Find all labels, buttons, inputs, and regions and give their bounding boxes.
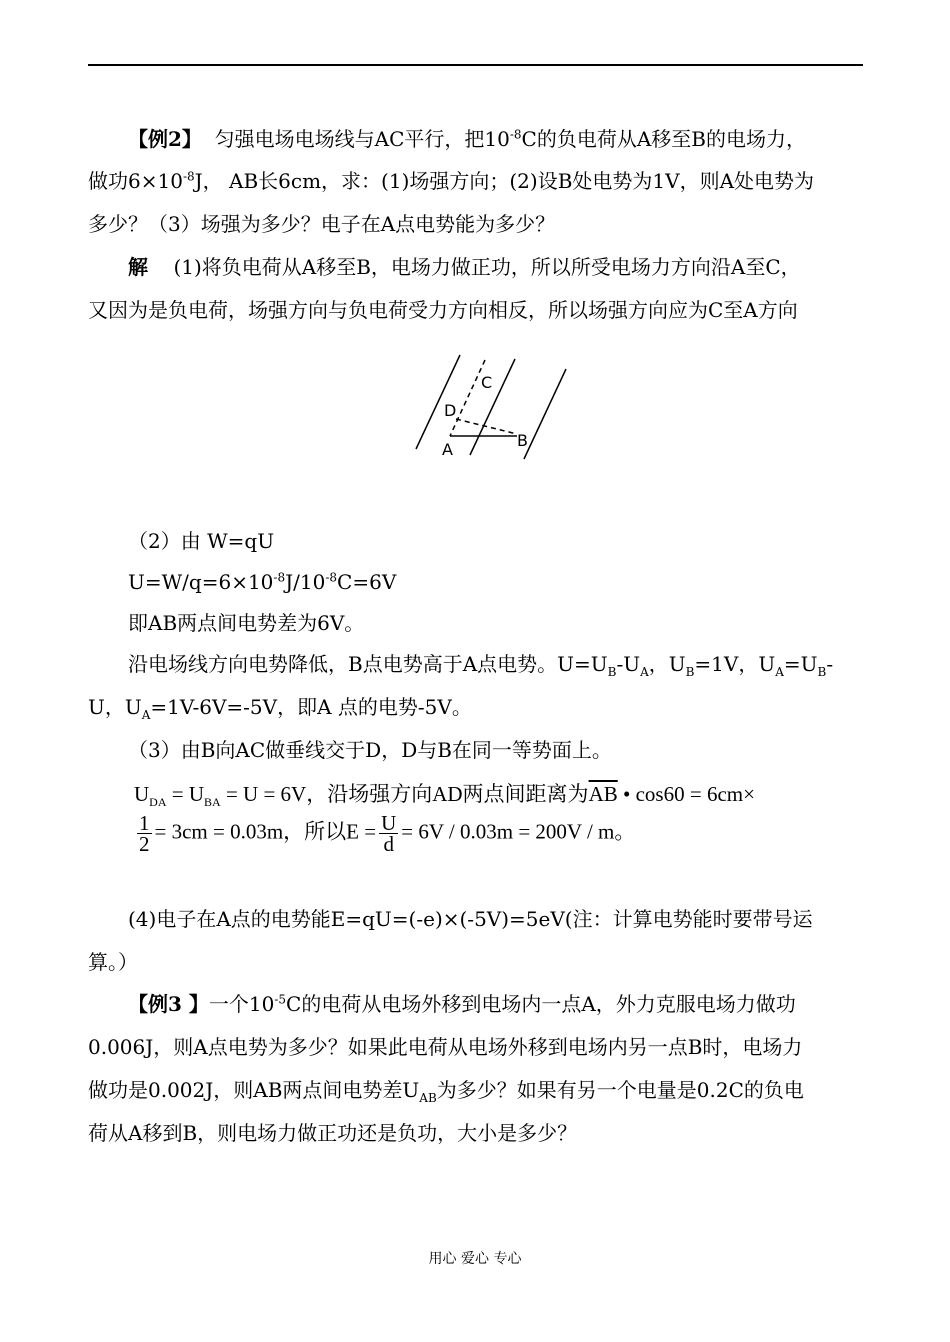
field-line-diagram bbox=[400, 345, 580, 460]
line-ac-dashed bbox=[450, 360, 485, 436]
sol-part4-line-1: (4)电子在A点的电势能E=qU=(-e)×(-5V)=5eV(注：计算电势能时要带号运 bbox=[128, 907, 813, 931]
solution-line-2: 又因为是负电荷，场强方向与负电荷受力方向相反，所以场强方向应为C至A方向 bbox=[88, 298, 798, 322]
ex2-line-1: 【例2】 匀强电场电场线与AC平行，把$10^{-8}C$的负电荷从A移至B的电场力， bbox=[128, 127, 806, 151]
ex2-label: 【例2】 bbox=[128, 127, 202, 151]
ex2-line-2: 做功$6\times 10^{-8}J$， AB长6cm，求：(1)场强方向；(2)设B处电势为1V，则A处电势为 bbox=[88, 169, 815, 193]
solution-label: 解 bbox=[128, 255, 148, 279]
field-line-3 bbox=[524, 369, 566, 459]
ex3-label: 【例3 】 bbox=[128, 992, 209, 1016]
sol-part2-line-5: U，$U_A=1V-6V=-5V$，即A 点的电势-5V。 bbox=[88, 695, 472, 722]
label-a: A bbox=[442, 440, 453, 459]
sol-part2-line-3: 即AB两点间电势差为6V。 bbox=[128, 611, 365, 635]
ex3-line-3: 做功是0.002J，则AB两点间电势差$U_{AB}$为多少？如果有另一个电量是0.2C的负电 bbox=[88, 1078, 804, 1105]
ex3-line-2: 0.006J，则A点电势为多少？如果此电荷从电场外移到电场内另一点B时，电场力 bbox=[88, 1035, 803, 1059]
math-line-1: $U_{DA} = U_{BA} = U = 6V$，沿场强方向AD两点间距离为$\overline{AB}$ • cos60 = 6cm× bbox=[134, 782, 755, 810]
ex2-line-3: 多少？（3）场强为多少？电子在A点电势能为多少？ bbox=[88, 212, 556, 236]
label-b: B bbox=[517, 431, 528, 450]
sol-part2-line-2: $U=W/q=6\times 10^{-8}J/10^{-8}C=6V$ bbox=[128, 570, 397, 594]
fraction-one-half: $\frac{1}{2}$ bbox=[139, 811, 150, 856]
page-footer: 用心 爱心 专心 bbox=[428, 1251, 522, 1267]
sol-part2-line-1: （2）由 W=qU bbox=[128, 529, 275, 553]
ex3-line-1: 【例3 】一个$10^{-5}C$的电荷从电场外移到电场内一点A，外力克服电场力做功 bbox=[128, 992, 796, 1016]
sol-part4-line-2: 算。） bbox=[88, 950, 138, 974]
fraction-u-over-d: $\frac{U}{d}$ bbox=[381, 811, 397, 856]
header-rule bbox=[88, 64, 863, 66]
solution-line-1: 解 (1)将负电荷从A移至B，电场力做正功，所以所受电场力方向沿A至C， bbox=[128, 255, 801, 279]
field-line-2 bbox=[470, 359, 515, 455]
sol-part2-line-4: 沿电场线方向电势降低，B点电势高于A点电势。$U=U_B-U_A$，$U_B=1V$，$U_A=U_B-$ bbox=[128, 652, 834, 679]
label-c: C bbox=[481, 373, 493, 392]
ex3-line-4: 荷从A移到B，则电场力做正功还是负功，大小是多少？ bbox=[88, 1121, 578, 1145]
sol-part3-line-1: （3）由B向AC做垂线交于D，D与B在同一等势面上。 bbox=[128, 738, 612, 762]
math-line-2: $\frac{1}{2}$ = 3cm = 0.03m，所以E = $\frac{U}{d}$ = 6V / 0.03m = 200V / m。 bbox=[139, 811, 636, 856]
label-d: D bbox=[444, 401, 457, 420]
